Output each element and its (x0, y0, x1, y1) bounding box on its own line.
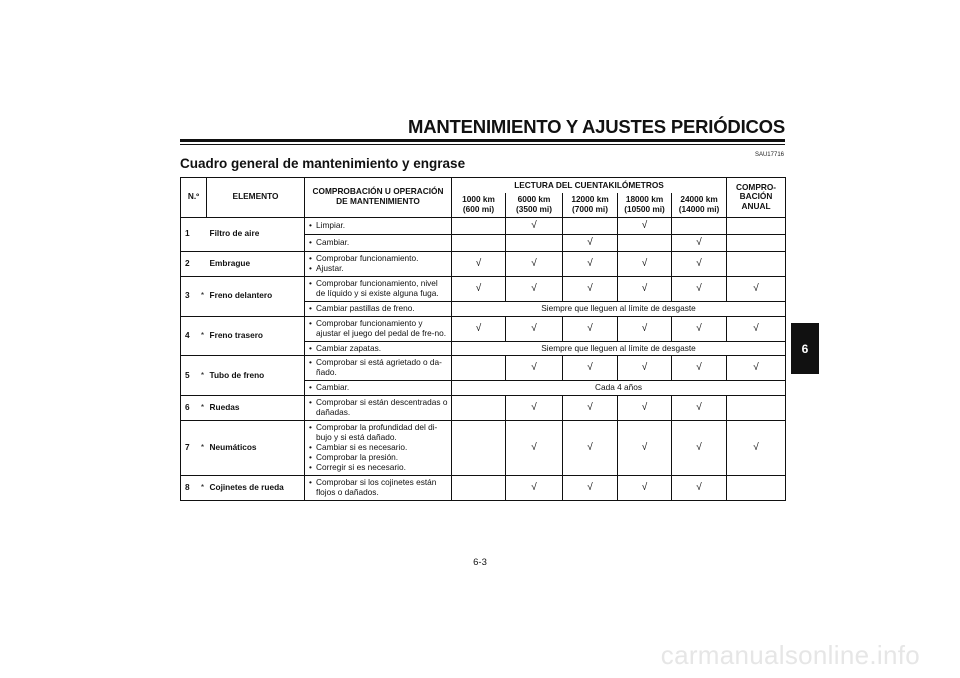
check-cell: √ (727, 276, 786, 301)
check-cell: √ (672, 251, 727, 276)
item-number: 8 (181, 476, 199, 501)
operation-item (309, 304, 448, 314)
bullet: • (309, 252, 312, 263)
item-element: Neumáticos (207, 421, 305, 476)
header-km-miles: (3500 mi) (516, 203, 552, 214)
check-cell (452, 476, 506, 501)
header-km-miles: (10500 mi) (624, 203, 665, 214)
operation-cell (305, 381, 452, 396)
operation-cell (305, 251, 452, 276)
header-km-value: 12000 km (571, 193, 609, 204)
item-element: Embrague (207, 251, 305, 276)
check-cell: √ (672, 356, 727, 381)
check-cell (727, 234, 786, 251)
operation-item (309, 238, 448, 248)
item-number: 3 (181, 276, 199, 316)
header-km-miles: (600 mi) (462, 203, 495, 214)
table-row (181, 421, 786, 476)
operation-text: Corregir si es necesario. (316, 462, 406, 473)
check-cell: √ (672, 476, 727, 501)
bullet: • (309, 442, 312, 453)
check-cell (727, 396, 786, 421)
item-star-mark (199, 217, 207, 251)
operation-text: Comprobar la profundidad del di-bujo y si está dañado. (316, 422, 438, 443)
operation-text: Comprobar la presión. (316, 452, 399, 463)
item-number: 2 (181, 251, 199, 276)
check-cell: √ (618, 421, 672, 476)
operation-text: Ajustar. (316, 262, 344, 273)
check-cell: √ (672, 421, 727, 476)
check-cell: √ (506, 316, 563, 341)
header-km-4 (672, 193, 727, 217)
item-star-mark: * (199, 356, 207, 396)
check-cell: √ (618, 217, 672, 234)
bullet: • (309, 382, 312, 393)
table-row (181, 217, 786, 234)
operation-cell (305, 421, 452, 476)
table-row (181, 476, 786, 501)
operation-item (309, 264, 448, 274)
header-rule-thin (180, 144, 785, 145)
operation-cell (305, 476, 452, 501)
operation-item (309, 279, 448, 299)
check-cell (452, 217, 506, 234)
operation-item (309, 398, 448, 418)
item-element: Freno delantero (207, 276, 305, 316)
check-cell: √ (672, 276, 727, 301)
check-cell: √ (618, 396, 672, 421)
check-cell: √ (727, 316, 786, 341)
item-number: 4 (181, 316, 199, 356)
chapter-tab: 6 (791, 323, 819, 374)
item-star-mark: * (199, 421, 207, 476)
bullet: • (309, 477, 312, 488)
bullet: • (309, 262, 312, 273)
item-element: Ruedas (207, 396, 305, 421)
operation-cell (305, 356, 452, 381)
check-cell: √ (563, 316, 618, 341)
item-number: 6 (181, 396, 199, 421)
header-element: ELEMENTO (207, 178, 305, 218)
header-annual: COMPRO-BACIÓN ANUAL (727, 178, 786, 218)
check-cell: √ (506, 217, 563, 234)
watermark: carmanualsonline.info (660, 640, 920, 670)
header-km-0 (452, 193, 506, 217)
operation-text: Comprobar si está agrietado o da-ñado. (316, 357, 442, 378)
header-km-2 (563, 193, 618, 217)
item-star-mark: * (199, 396, 207, 421)
operation-cell (305, 301, 452, 316)
check-cell (618, 234, 672, 251)
check-cell (563, 217, 618, 234)
header-km-value: 18000 km (625, 193, 664, 204)
item-star-mark: * (199, 316, 207, 356)
check-cell: √ (618, 476, 672, 501)
check-cell: √ (563, 276, 618, 301)
bullet: • (309, 357, 312, 368)
table-row (181, 276, 786, 301)
check-cell (452, 396, 506, 421)
table-row (181, 316, 786, 341)
check-cell: √ (563, 396, 618, 421)
header-km-value: 6000 km (517, 193, 551, 204)
bullet: • (309, 342, 312, 353)
check-cell: √ (563, 251, 618, 276)
item-element: Cojinetes de rueda (207, 476, 305, 501)
section-title: Cuadro general de mantenimiento y engrase (180, 156, 466, 171)
operation-item (309, 463, 448, 473)
header-km-miles: (7000 mi) (572, 203, 608, 214)
check-cell: √ (563, 356, 618, 381)
operation-item (309, 478, 448, 498)
operation-text: Comprobar funcionamiento. (316, 252, 419, 263)
item-number: 7 (181, 421, 199, 476)
operation-text: Comprobar funcionamiento, nivel de líquido y si existe alguna fuga. (316, 277, 439, 298)
check-cell: √ (506, 251, 563, 276)
table-row (181, 396, 786, 421)
check-cell (727, 476, 786, 501)
operation-text: Cambiar. (316, 382, 350, 393)
check-cell: √ (727, 421, 786, 476)
bullet: • (309, 219, 312, 230)
header-odometer: LECTURA DEL CUENTAKILÓMETROS (452, 178, 727, 193)
reference-code: SAU17716 (754, 152, 784, 158)
check-cell: √ (727, 356, 786, 381)
item-star-mark: * (199, 276, 207, 316)
bullet: • (309, 422, 312, 433)
check-cell: √ (672, 316, 727, 341)
check-cell: √ (563, 476, 618, 501)
bullet: • (309, 397, 312, 408)
item-number: 1 (181, 217, 199, 251)
check-cell: √ (672, 234, 727, 251)
bullet: • (309, 277, 312, 288)
bullet: • (309, 462, 312, 473)
operation-cell (305, 396, 452, 421)
operation-text: Limpiar. (316, 219, 346, 230)
header-km-miles: (14000 mi) (678, 203, 720, 214)
operation-item (309, 423, 448, 443)
operation-item (309, 221, 448, 231)
item-element: Tubo de freno (207, 356, 305, 396)
maintenance-table (180, 177, 786, 501)
operation-text: Cambiar pastillas de freno. (316, 302, 415, 313)
header-km-value: 24000 km (680, 193, 718, 204)
check-cell (452, 234, 506, 251)
operation-item (309, 344, 448, 354)
check-cell: √ (506, 356, 563, 381)
header-km-1 (506, 193, 563, 217)
operation-text: Comprobar si los cojinetes están flojos o dañados. (316, 477, 437, 497)
check-cell: √ (618, 316, 672, 341)
check-cell: √ (618, 356, 672, 381)
operation-cell (305, 341, 452, 356)
operation-text: Cambiar si es necesario. (316, 442, 408, 453)
bullet: • (309, 317, 312, 328)
item-element: Filtro de aire (207, 217, 305, 251)
interval-note: Siempre que lleguen al límite de desgaste (452, 341, 786, 356)
check-cell: √ (672, 396, 727, 421)
header-check: COMPROBACIÓN U OPERACIÓN DE MANTENIMIENTO (305, 178, 452, 218)
header-km-value: 1000 km (462, 193, 495, 204)
header-num: N.º (181, 178, 207, 218)
operation-text: Cambiar. (316, 236, 350, 247)
operation-cell (305, 217, 452, 234)
check-cell (727, 251, 786, 276)
check-cell (506, 234, 563, 251)
item-element: Freno trasero (207, 316, 305, 356)
item-star-mark (199, 251, 207, 276)
header-km-3 (618, 193, 672, 217)
check-cell: √ (506, 476, 563, 501)
page-number: 6-3 (473, 557, 487, 568)
check-cell (727, 217, 786, 234)
check-cell (672, 217, 727, 234)
check-cell: √ (452, 251, 506, 276)
operation-cell (305, 316, 452, 341)
table-row (181, 356, 786, 381)
operation-text: Comprobar funcionamiento y ajustar el juego del pedal de fre-no. (316, 317, 447, 338)
operation-item (309, 383, 448, 393)
interval-note: Siempre que lleguen al límite de desgaste (452, 301, 786, 316)
item-star-mark: * (199, 476, 207, 501)
check-cell: √ (618, 276, 672, 301)
check-cell: √ (452, 276, 506, 301)
check-cell: √ (506, 276, 563, 301)
bullet: • (309, 452, 312, 463)
table-row (181, 251, 786, 276)
item-number: 5 (181, 356, 199, 396)
operation-cell (305, 276, 452, 301)
operation-item (309, 319, 448, 339)
check-cell: √ (618, 251, 672, 276)
interval-note: Cada 4 años (452, 381, 786, 396)
check-cell (452, 421, 506, 476)
operation-text: Comprobar si están descentradas o dañadas. (316, 397, 448, 418)
operation-cell (305, 234, 452, 251)
header-rule-thick (180, 139, 785, 142)
check-cell (452, 356, 506, 381)
page-header-title: MANTENIMIENTO Y AJUSTES PERIÓDICOS (408, 116, 785, 137)
check-cell: √ (452, 316, 506, 341)
check-cell: √ (506, 421, 563, 476)
check-cell: √ (563, 234, 618, 251)
bullet: • (309, 236, 312, 247)
check-cell: √ (506, 396, 563, 421)
bullet: • (309, 302, 312, 313)
operation-item (309, 358, 448, 378)
operation-text: Cambiar zapatas. (316, 342, 382, 353)
check-cell: √ (563, 421, 618, 476)
